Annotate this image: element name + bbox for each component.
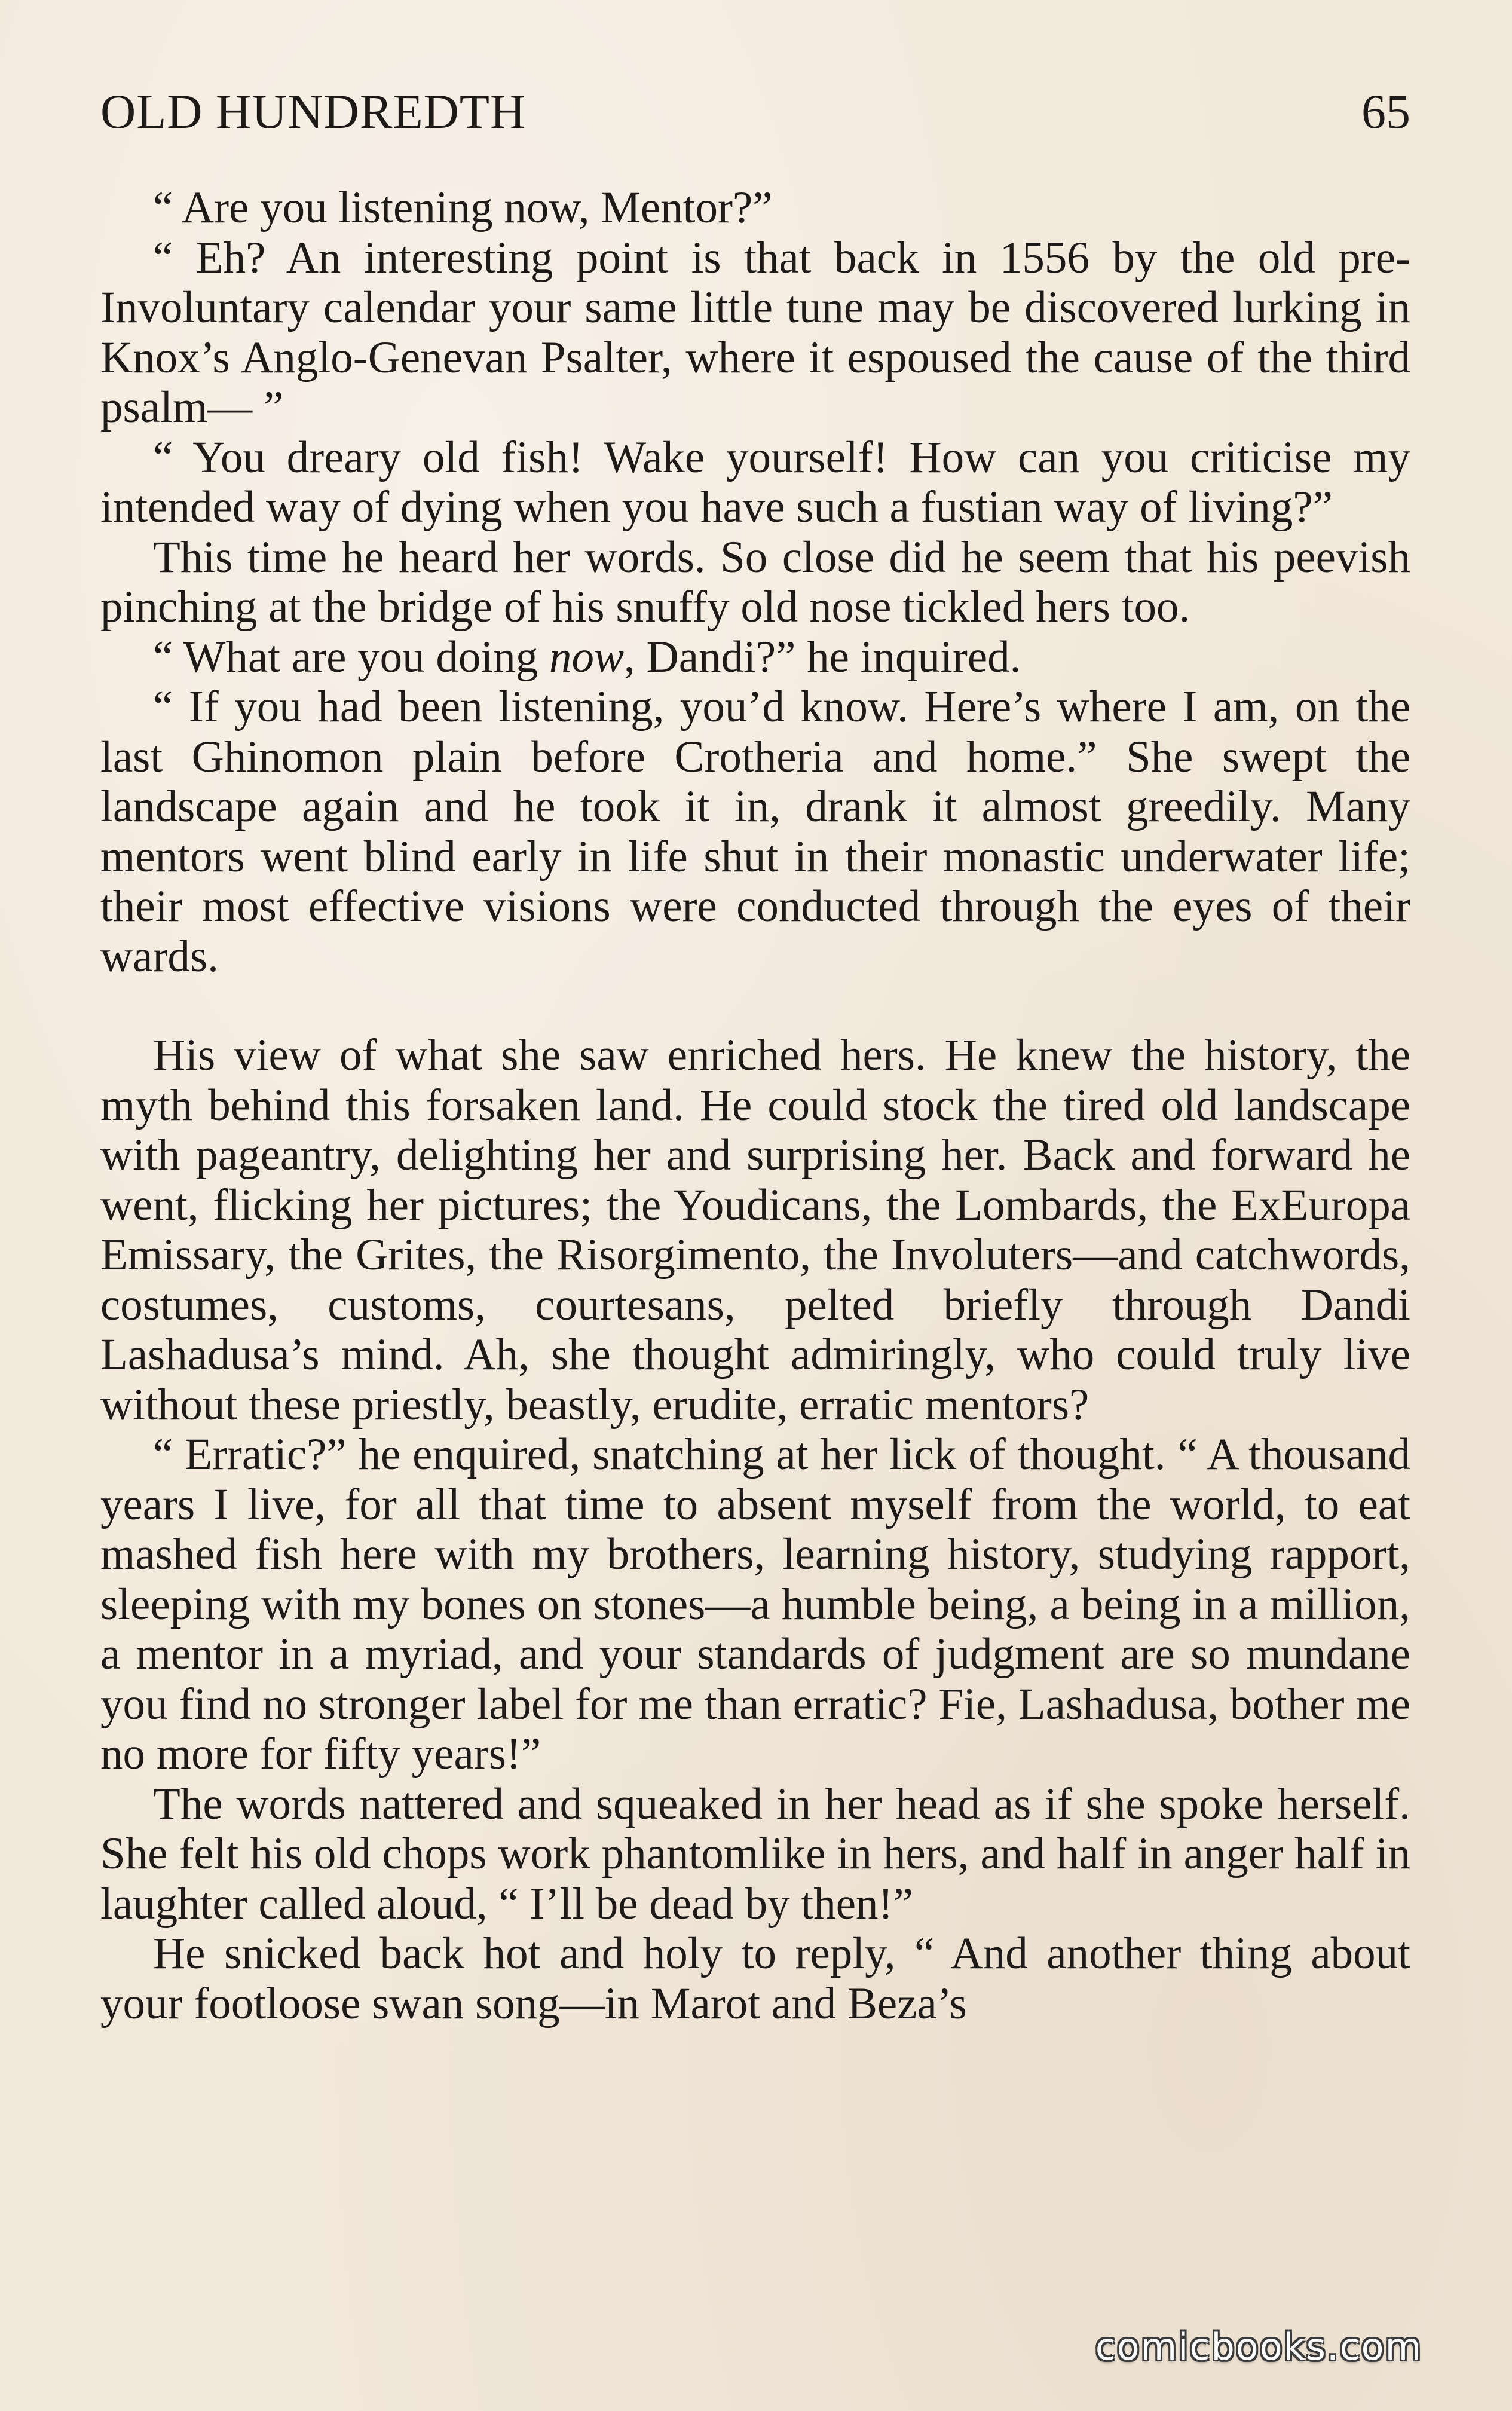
page-header: [100, 84, 1410, 173]
paragraph-1: “ Are you listening now, Mentor?”: [153, 183, 773, 232]
paragraph-5: [100, 632, 1410, 683]
paragraph-3: “ You dreary old fish! Wake yourself! How can you criticise my intended way of dying when you have such a fustian way of living?”: [100, 432, 1410, 532]
paragraph-5-after: , Dandi?” he inquired.: [624, 632, 1021, 682]
watermark-logo: comicbooks.com: [1095, 2325, 1422, 2369]
paragraph-6: “ If you had been listening, you’d know. Here’s where I am, on the last Ghinomon plain before Crotheria and home.” She swept the landscape again and he took it in, drank it almost greedily. Many mentors went blind early in life shut in their monastic underwater life; their most effective visions were conducted through the eyes of their wards.: [100, 682, 1410, 981]
paragraph-2: “ Eh? An interesting point is that back in 1556 by the old pre-Involuntary calendar your same little tune may be discovered lurking in Knox’s Anglo-Genevan Psalter, where it espoused the cause of the third psalm— ”: [100, 232, 1410, 432]
body-text: [100, 183, 1410, 2028]
paragraph-10: He snicked back hot and holy to reply, “ And another thing about your footloose swan song—in Marot and Beza’s: [100, 1929, 1410, 2028]
paragraph-5-emphasis: now: [549, 632, 625, 682]
paragraph-9: The words nattered and squeaked in her head as if she spoke herself. She felt his old chops work phantomlike in hers, and half in anger half in laughter called aloud, “ I’ll be dead by then!”: [100, 1779, 1410, 1929]
running-head: OLD HUNDREDTH: [100, 84, 527, 139]
page-number: 65: [1361, 84, 1410, 139]
paragraph-5-before: “ What are you doing: [153, 632, 549, 682]
paragraph-4: This time he heard her words. So close did he seem that his peevish pinching at the bridge of his snuffy old nose tickled hers too.: [100, 532, 1410, 632]
paragraph-7: His view of what she saw enriched hers. He knew the history, the myth behind this forsaken land. He could stock the tired old landscape with pageantry, delighting her and surprising her. Back and forward he went, flicking her pictures; the Youdicans, the Lombards, the ExEuropa Emissary, the Grites, the Risorgimento, the Involuters—and catchwords, costumes, customs, courtesans, pelted briefly through Dandi Lashadusa’s mind. Ah, she thought admiringly, who could truly live without these priestly, beastly, erudite, erratic mentors?: [100, 1030, 1410, 1430]
paragraph-8: “ Erratic?” he enquired, snatching at her lick of thought. “ A thousand years I live, for all that time to absent myself from the world, to eat mashed fish here with my brothers, learning history, studying rapport, sleeping with my bones on stones—a humble being, a being in a million, a mentor in a myriad, and your standards of judgment are so mundane you find no stronger label for me than erratic? Fie, Lashadusa, bother me no more for fifty years!”: [100, 1430, 1410, 1779]
book-page: [100, 84, 1410, 2028]
